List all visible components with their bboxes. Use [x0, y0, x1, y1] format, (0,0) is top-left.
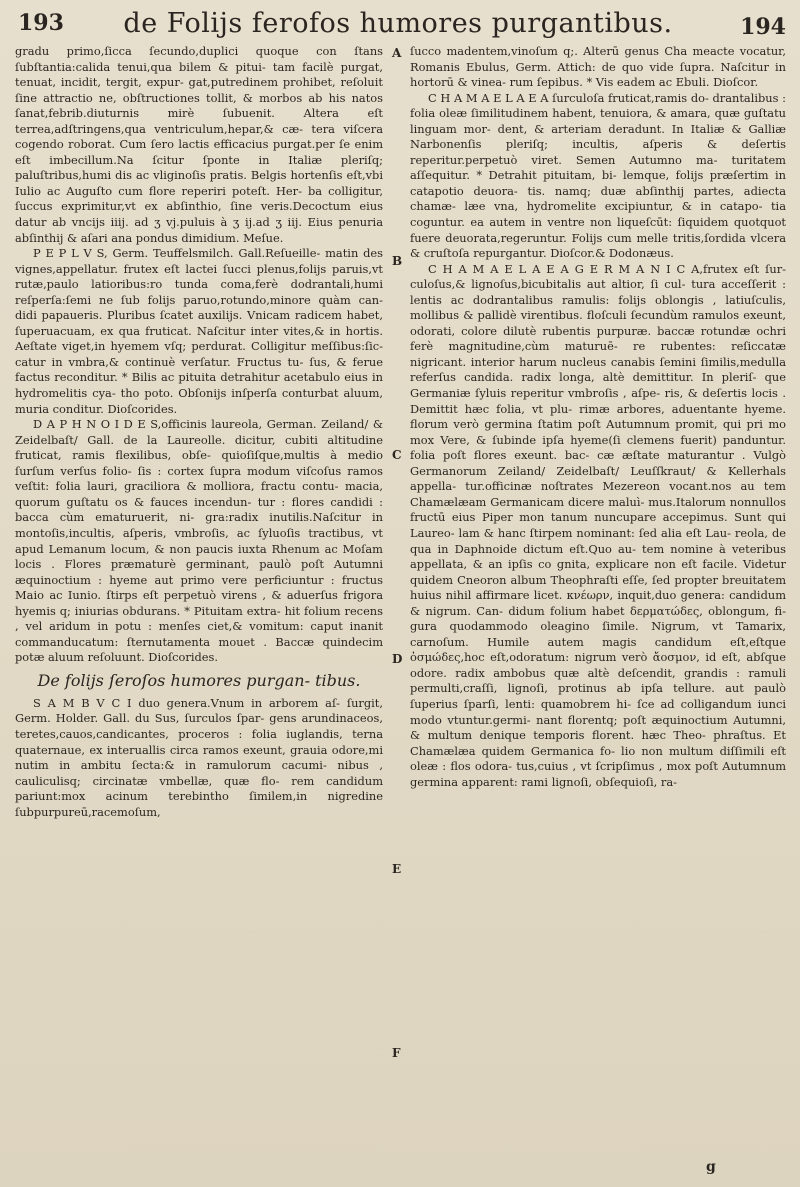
- right-column: [410, 44, 786, 790]
- margin-letter-b: B: [392, 254, 403, 268]
- section-heading: De folijs ſeroſos humores purgan- tibus.: [37, 670, 361, 690]
- paragraph-peplus: P E P L V S, Germ. Teuffelsmilch. Gall.Reſueille- matin des vignes,appellatur. frutex eſt lactei ſucci plenus,folijs paruis,vt rutæ,paulo latioribus:ro tunda coma,ferè dodrantali,humi reſperſa:ſemi ne ſub folijs paruo,rotundo,minore quàm can- didi papaueris. Pluribus ſcatet auxilijs. Vnicam radicem habet, ſuperuacuam, ex qua fruticat. Naſcitur inter vites,& in hortis. Aeſtate viget,in hyemem vſq; perdurat. Colligitur meſſibus:ſic- catur in vmbra,& continuè verſatur. Fructus tu- ſus, & ferue factus reconditur. * Bilis ac pituita detrahitur acetabulo eius in hydromelitis cya- tho poto. Obſonijs inſperſa conturbat aluum, muria conditur. Dioſcorides.: [15, 246, 383, 416]
- paragraph-chamaelaea: C H A M A E L A E A ſurculoſa fruticat,ramis do- drantalibus : folia oleæ ſimilitudinem habent, tenuiora, & amara, quæ guſtatu linguam mor- dent, & arteriam deradunt. In Italiæ & Galliæ Narbonenſis pleriſq; incultis, aſperis & deſertis reperitur.perpetuò viret. Semen Autumno ma- turitatem aſſequitur. * Detrahit pituitam, bi- lemque, folijs præſertim in catapotio deuora- tis. namq; duæ abſinthij partes, adiecta chamæ- læe vna, hydromelite excipiuntur, & in catapo- tia coguntur. ea autem in ventre non liqueſcūt: ſiquidem quotquot fuere deuorata,regeruntur. Folijs cum melle tritis,ſordida vlcera & cruſtoſa repurgantur. Dioſcor.& Dodonæus.: [410, 90, 786, 261]
- running-header: [18, 8, 786, 42]
- margin-letter-c: C: [392, 448, 402, 462]
- page-number-left: 193: [18, 10, 64, 36]
- margin-letter-f: F: [392, 1046, 401, 1060]
- paragraph-ebulus: ſucco madentem,vinoſum q;. Alterū genus Cha meacte vocatur, Romanis Ebulus, Germ. Attich: de quo vide ſupra. Naſcitur in hortorū & vinea- rum ſepibus. * Vis eadem ac Ebuli. Dioſcor.: [410, 44, 786, 90]
- paragraph-sambuci: S A M B V C I duo genera.Vnum in arborem aſ- ſurgit, Germ. Holder. Gall. du Sus, ſurculos ſpar- gens arundinaceos, teretes,cauos,candicantes, proceros : folia iuglandis, terna quaternaue, ex interuallis circa ramos exeunt, grauia odore,mi nutim in ambitu ſecta:& in ramulorum cacumi- nibus , cauliculisq; circinatæ vmbellæ, quæ flo- rem candidum pariunt:mox acinum terebintho ſimilem,in nigredine ſubpurpureū,racemoſum,: [15, 695, 383, 819]
- paragraph-daphnoides: D A P H N O I D E S,officinis laureola, German. Zeiland/ & Zeidelbaſt/ Gall. de la Laureolle. dicitur, cubiti altitudine fruticat, ramis flexilibus, obſe- quioſiſque,multis à medio ſurſum verſus folio- ſis : cortex ſupra modum viſcoſus ramos veſtit: folia lauri, graciliora & molliora, fractu contu- macia, quorum guſtatu os & fauces incendun- tur : flores candidi : bacca cùm ematuruerit, ni- gra:radix inutilis.Naſcitur in montoſis,incultis, aſperis, vmbroſis, ac ſyluoſis tractibus, vt apud Lemanum locum, & non paucis iuxta Rhenum ac Moſam locis . Flores præmaturè germinant, paulò poſt Autumni æquinoctium : hyeme aut primo vere perficiuntur : fructus Maio ac Iunio. ſtirps eſt perpetuò virens , & aduerſus frigora hyemis q; iniurias obdurans. * Pituitam extra- hit folium recens , vel aridum in potu : menſes ciet,& vomitum: caput inanit commanducatum: ſternutamenta mouet . Baccæ quindecim potæ aluum reſoluunt. Dioſcorides.: [15, 417, 383, 665]
- left-column: [15, 44, 383, 820]
- signature-mark: g: [706, 1159, 716, 1175]
- page-number-right: 194: [740, 14, 786, 40]
- margin-letter-e: E: [392, 862, 402, 876]
- paragraph-continuation: gradu primo,ſicca ſecundo,duplici quoque con ſtans ſubſtantia:calida tenui,qua bilem & pitui- tam facilè purgat, tenuat, incidit, tergit, expur- gat,putredinem prohibet, reſoluit ſine attractio ne, obſtructiones tollit, & morbos ab his natos ſanat,febrib.diuturnis mirè ſubuenit. Altera eſt terrea,adſtringens,qua ventriculum,hepar,& cæ- tera viſcera cogendo roborat. Cum ſero lactis efficacius purgat.per ſe enim eſt imbecillum.Na ſcitur ſponte in Italiæ pleriſq; paluſtribus,humi dis ac vliginoſis pratis. Belgis hortenſis eſt,vbi Iulio ac Auguſto cum flore reperiri poteſt. Her- ba colligitur, ſuccus exprimitur,vt ex abſinthio, ſine veris.Decoctum eius datur ab vncijs iiij. ad ʒ vj.puluis à ʒ ij.ad ʒ iij. Eius penuria abſinthij & aſari ana pondus dimidium. Meſue.: [15, 44, 383, 245]
- running-title: de Folijs ferofos humores purgantibus.: [123, 8, 673, 39]
- margin-letter-d: D: [392, 652, 403, 666]
- margin-letter-a: A: [392, 46, 402, 60]
- margin-letters: [392, 44, 404, 1134]
- paragraph-chamaelaea-germanica: C H A M A E L A E A G E R M A N I C A,frutex eſt ſur- culoſus,& lignoſus,bicubitalis aut altior, ſi cul- tura acceſſerit : lentis ac dodrantalibus ramulis: folijs oblongis , latiuſculis, mollibus & pallidè virentibus. floſculi ſecundùm ramulos exeunt, odorati, colore dilutè rubentis purpuræ. baccæ rotundæ ochri ferè magnitudine,cùm maturuē- re rubentes: reſiccatæ nigricant. interior harum nucleus canabis ſemini ſimilis,medulla referſus candida. radix longa, altè demittitur. In pleriſ- que Germaniæ ſyluis reperitur vmbroſis , aſpe- ris, & deſertis locis . Demittit hæc folia, vt plu- rimæ arbores, aduentante hyeme. florum verò germina ſtatim poſt Autumnum promit, qui pri mo mox Vere, & ſubinde ipſa hyeme(ſi clemens fuerit) panduntur. folia poſt flores exeunt. bac- cæ æſtate maturantur . Vulgò Germanorum Zeiland/ Zeidelbaſt/ Leuſſkraut/ & Kellerhals appella- tur.officinæ noſtrates Mezereon vocant.nos au tem Chamælæam Germanicam dicere maluì- mus.Italorum nonnullos fructū eius Piper mon tanum nuncupare accepimus. Sunt qui Laureo- lam & hanc ſtirpem nominant: ſed alia eſt Lau- reola, de qua in Daphnoide dictum eſt.Quo au- tem nomine à veteribus appellata, & an ipſis co gnita, explicare non eſt facile. Videtur quidem Cneoron album Theophraſti eſſe, ſed propter breuitatem huius nihil affirmare licet. κνέωρν, inquit,duo genera: candidum & nigrum. Can- didum folium habet δερματώδες, oblongum, fi- gura quodammodo oleagino ſimile. Nigrum, vt Tamarix, carnoſum. Humile autem magis candidum eſt,eſtque ὀσμώδες,hoc eſt,odoratum: nigrum verò ἄοσμον, id eſt, abſque odore. radix ambobus quæ altè deſcendit, grandis : ramuli permulti,craſſi, lignoſi, protinus ab ipſa tellure. aut paulò ſuperius ſparſi, lenti: quamobrem hi- ſce ad colligandum iunci modo vtuntur.germi- nant florentq; poſt æquinoctium Autumni, & multum denique temporis florent. hæc Theo- phraſtus. Et Chamælæa quidem Germanica fo- lio non multum diſſimili eſt oleæ : flos odora- tus,cuius , vt ſcripſimus , mox poſt Autumnum germina apparent: rami lignoſi, obſequioſi, ra-: [410, 261, 786, 789]
